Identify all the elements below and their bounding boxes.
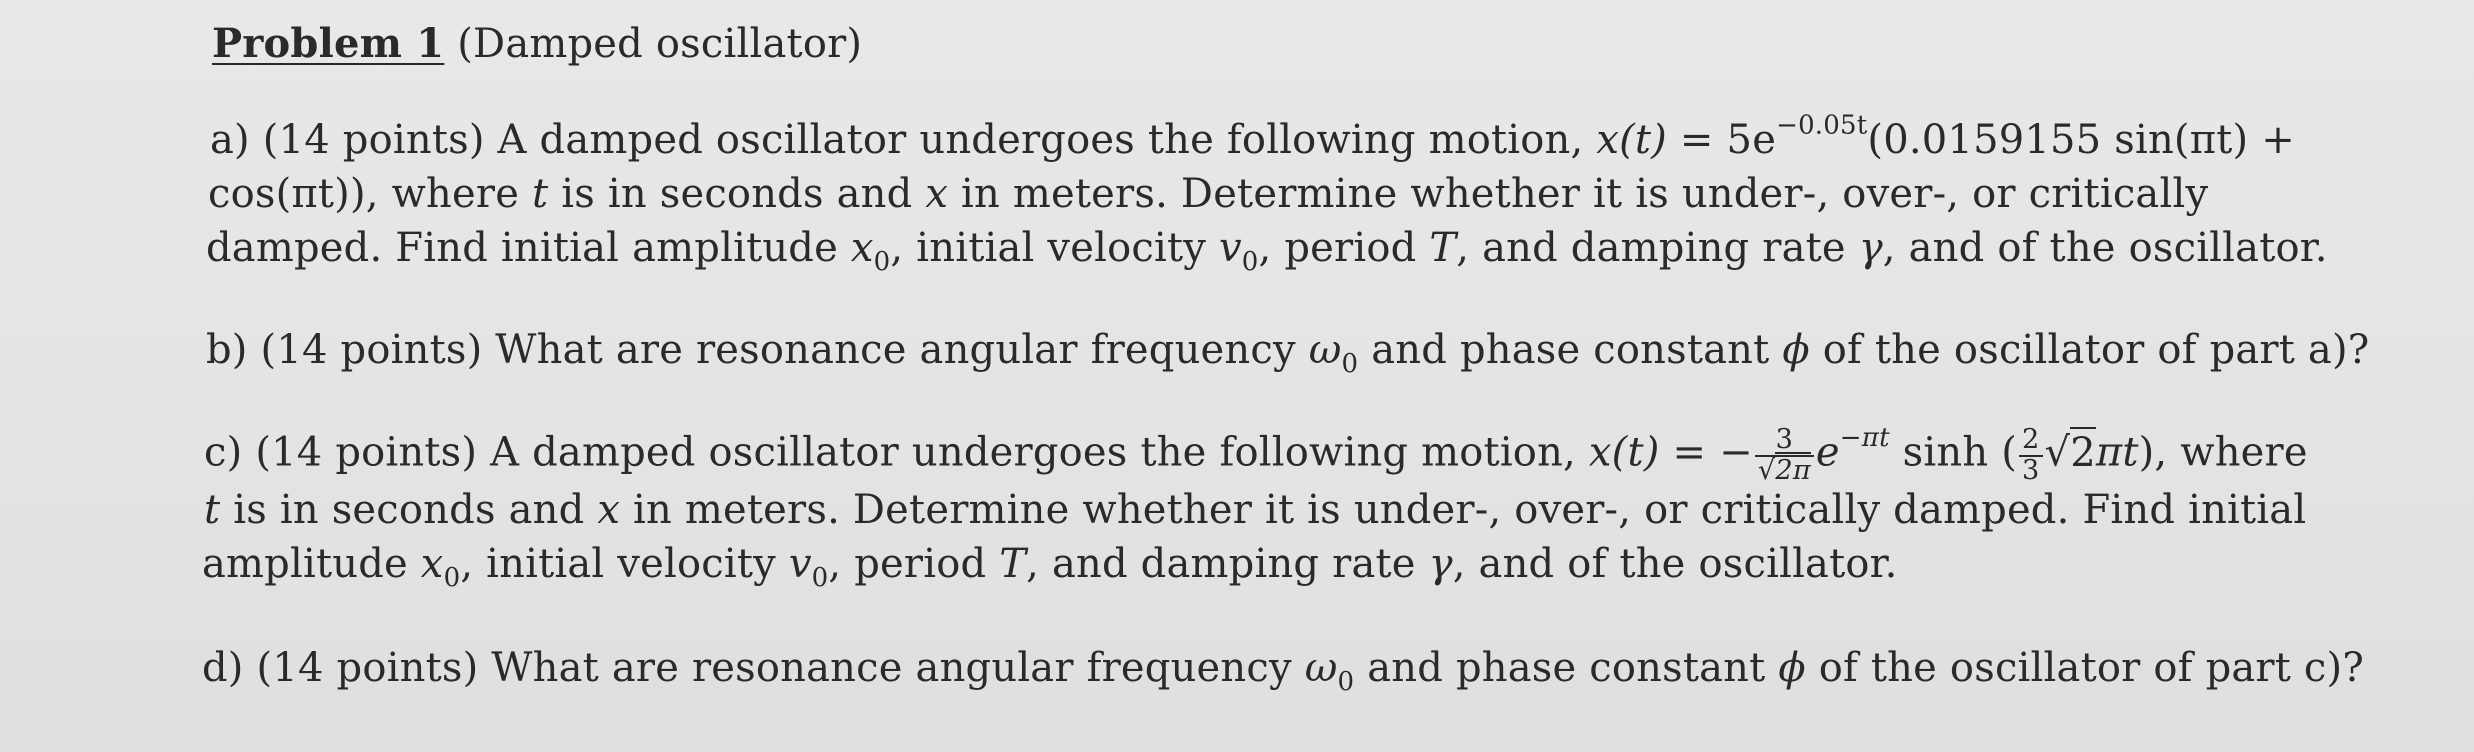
part-c-exponent: −πt [1839, 423, 1890, 454]
part-b-omega-sub: 0 [1341, 349, 1359, 380]
part-c-frac-den [1755, 454, 1814, 486]
part-c-period-text: , period [828, 541, 1000, 587]
part-a-T: T [1429, 225, 1457, 271]
part-c-fraction-2 [2019, 426, 2043, 485]
part-c-frac2-num: 2 [2019, 426, 2043, 457]
part-a-t: t [532, 171, 549, 217]
part-c-gamma: γ [1428, 541, 1453, 587]
part-b-question [206, 326, 2370, 380]
part-c-intro: c) (14 points) A damped oscillator undergoes the following motion, [204, 429, 1589, 476]
part-b-phi: ϕ [1782, 327, 1810, 373]
part-c-eq: = − [1659, 429, 1753, 476]
part-c-velocity-text: , initial velocity [460, 541, 789, 587]
part-c-pi-t: πt [2095, 429, 2139, 476]
part-a-v0: v [1218, 225, 1242, 271]
part-a-lhs: x(t) [1596, 117, 1667, 163]
part-a-x0: x [850, 225, 874, 271]
part-d-text-b: and phase constant [1354, 645, 1779, 691]
part-c-frac-num: 3 [1755, 426, 1814, 457]
part-c-lhs: x(t) [1588, 429, 1660, 476]
problem-heading [212, 20, 862, 68]
part-c-line-2 [204, 486, 2306, 534]
part-a-x0-sub: 0 [873, 247, 891, 278]
part-c-amplitude-text: amplitude [202, 541, 421, 587]
part-d-phi: ϕ [1778, 645, 1806, 691]
part-a-x: x [925, 171, 949, 217]
part-a-expression-tail: (0.0159155 sin(πt) + [1867, 117, 2295, 163]
part-c-seconds: is in seconds and [220, 487, 598, 533]
part-a-v0-sub: 0 [1241, 247, 1259, 278]
part-a-gamma: γ [1858, 225, 1883, 271]
part-c-frac-root-arg: 2π [1775, 452, 1811, 486]
part-a-meters: in meters. Determine whether it is under-, over-, or critically [948, 171, 2209, 217]
part-c-x0: x [420, 541, 444, 587]
part-c-end: , and of the oscillator. [1452, 541, 1898, 587]
part-d-question [202, 644, 2364, 698]
part-c-root: √ [2044, 429, 2071, 476]
part-a-seconds: is in seconds and [548, 171, 926, 217]
part-a-exponent: −0.05t [1776, 110, 1868, 141]
part-c-x0-sub: 0 [443, 563, 461, 594]
part-a-cos: cos(πt)), where [208, 171, 533, 217]
part-c-meters: in meters. Determine whether it is under-, over-, or critically damped. Find initial [620, 487, 2307, 533]
part-a-end: , and of the oscillator. [1882, 225, 2328, 271]
problem-label: Problem 1 [212, 20, 445, 67]
part-b-text-a: b) (14 points) What are resonance angular frequency [206, 327, 1309, 373]
part-a-intro: a) (14 points) A damped oscillator undergoes the following motion, [210, 117, 1597, 163]
part-a-period-text: , period [1258, 225, 1430, 271]
part-d-omega-sub: 0 [1337, 667, 1355, 698]
part-b-omega: ω [1308, 327, 1342, 373]
part-a-damping-text: , and damping rate [1456, 225, 1859, 271]
part-d-omega: ω [1304, 645, 1338, 691]
part-c-v0: v [788, 541, 812, 587]
part-c-frac2-den: 3 [2022, 454, 2040, 486]
part-c-x: x [597, 487, 621, 533]
part-c-sinh: sinh ( [1889, 429, 2017, 476]
part-c-line-1 [204, 423, 2308, 486]
part-d-text-c: of the oscillator of part c)? [1805, 645, 2364, 691]
part-a-line-1 [210, 110, 2295, 164]
problem-topic: (Damped oscillator) [457, 21, 863, 67]
part-c-root-arg: 2 [2070, 427, 2096, 476]
part-b-text-b: and phase constant [1358, 327, 1783, 373]
part-b-text-c: of the oscillator of part a)? [1809, 327, 2370, 373]
part-c-damping-text: , and damping rate [1026, 541, 1429, 587]
part-c-t: t [204, 487, 221, 533]
part-c-line-3 [202, 540, 1898, 594]
part-c-frac-root: √ [1757, 454, 1776, 486]
part-d-text-a: d) (14 points) What are resonance angular frequency [202, 645, 1305, 691]
part-a-amplitude-text: damped. Find initial amplitude [206, 225, 851, 271]
part-c-tail: ), where [2138, 429, 2308, 476]
part-c-e: e [1815, 429, 1840, 476]
part-c-fraction [1755, 426, 1814, 485]
part-a-velocity-text: , initial velocity [890, 225, 1219, 271]
part-c-T: T [999, 541, 1027, 587]
part-a-eq: = 5e [1667, 117, 1777, 163]
part-a-line-3 [206, 224, 2328, 278]
part-c-v0-sub: 0 [811, 563, 829, 594]
part-a-line-2 [208, 170, 2208, 218]
